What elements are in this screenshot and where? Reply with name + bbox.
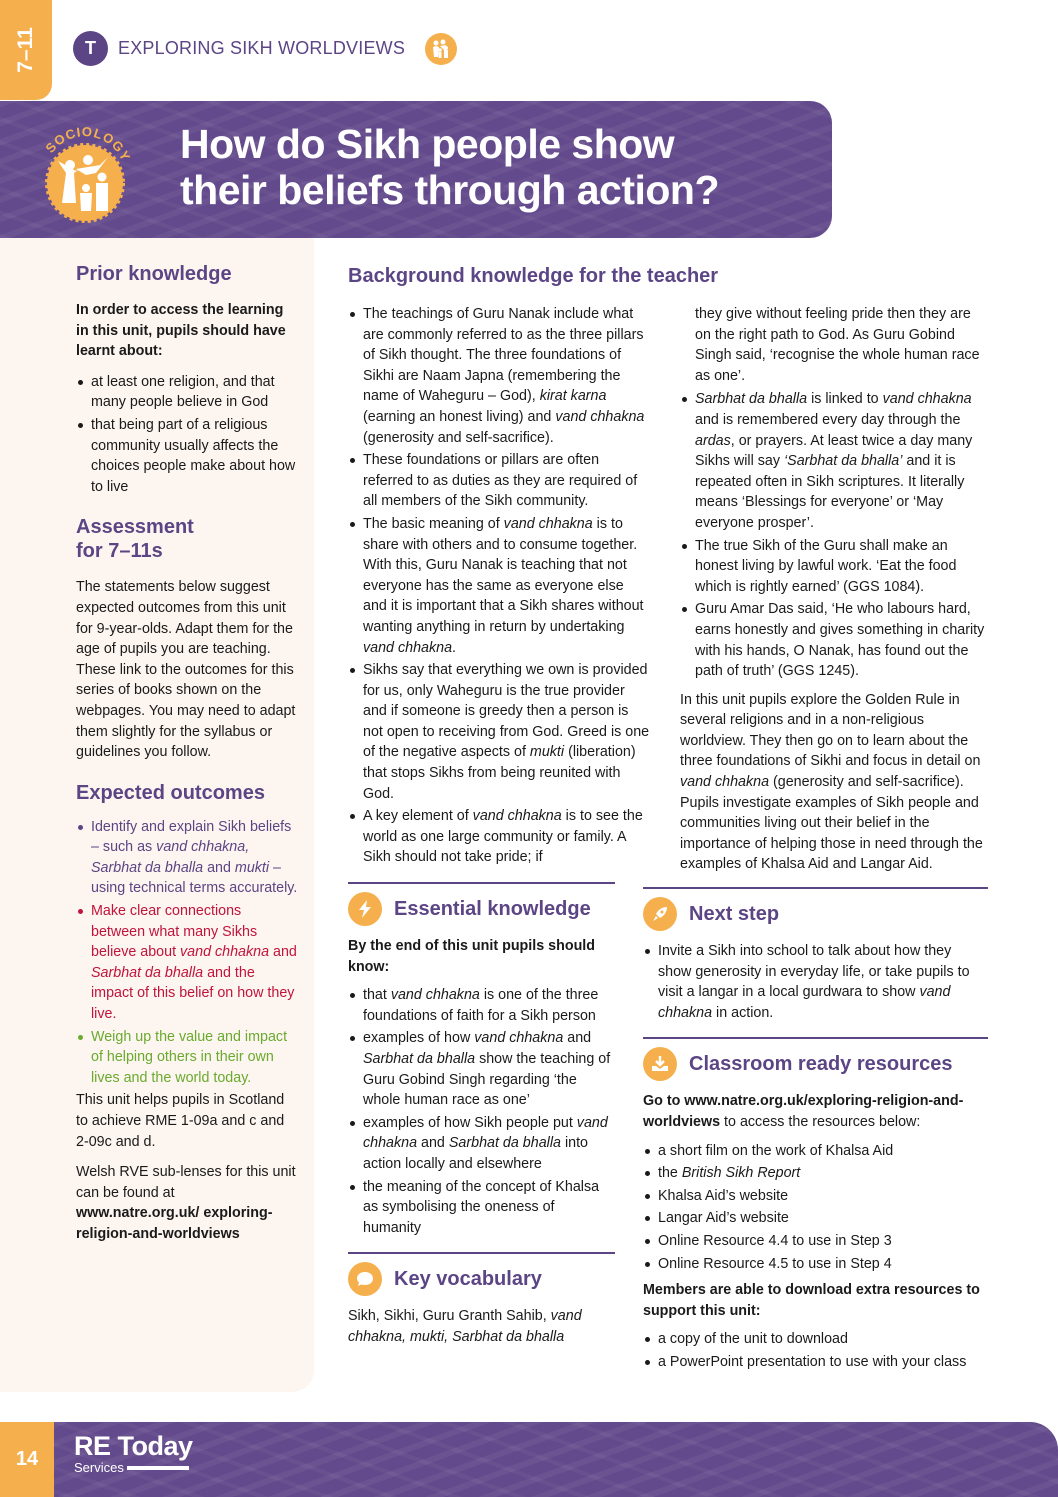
text-run: a short film on the work of Khalsa Aid xyxy=(658,1142,894,1159)
text-run: and xyxy=(417,1135,449,1152)
text-run: the xyxy=(658,1165,682,1182)
essential-knowledge-box xyxy=(348,882,615,1240)
text-run: Make clear connections between what many Sikhs believe about xyxy=(91,903,258,961)
assessment-heading xyxy=(76,515,298,563)
text-run: and the impact of this belief on how they live. xyxy=(91,964,295,1023)
resources-list xyxy=(643,1141,988,1275)
list-item xyxy=(76,901,298,1025)
list-item xyxy=(643,1231,988,1252)
text-run: Invite a Sikh into school to talk about how they show generosity in everyday life, or take pupils to visit a langar in a local gurdwara to show xyxy=(658,943,970,1001)
italic-term: kirat karna xyxy=(539,388,607,405)
list-item xyxy=(643,1186,988,1207)
next-step-list xyxy=(643,941,988,1023)
text-run: is to see the world as one large community or family. A Sikh should not take pride; if xyxy=(363,808,643,866)
family-icon xyxy=(425,33,457,65)
page-title xyxy=(180,121,719,213)
italic-term: vand chhakna, Sarbhat da bhalla xyxy=(91,839,250,876)
text-run: (generosity and self-sacrifice). Pupils investigate examples of Sikh people and communities living out their belief in the importance of helping those in need through the examples of Khalsa Aid and Langar Aid. xyxy=(680,774,983,873)
classroom-resources-heading: Classroom ready resources xyxy=(689,1052,953,1075)
divider xyxy=(643,1037,988,1039)
italic-term: Sarbhat da bhalla xyxy=(363,1051,476,1067)
text-run: is to share with others and to consume together. With this, Guru Nanak is teaching that not everyone has the same as everyone else and it is important that a Sikh shares without wanting anything in return by undertaking xyxy=(363,515,644,635)
text-run: (liberation) that stops Sikhs from being reunited with God. xyxy=(363,744,636,802)
text-run: examples of how Sikh people put xyxy=(363,1114,577,1131)
text-run: The true Sikh of the Guru shall make an honest living by lawful work. ‘Eat the food which is rightly earned’ (GGS 1084). xyxy=(695,537,957,595)
title-banner xyxy=(0,101,832,238)
background-continuation: they give without feeling pride then they are on the right path to God. As Guru Gobind Singh said, ‘recognise the whole human race as one’. xyxy=(695,306,980,384)
background-list-right xyxy=(680,389,988,681)
list-item: a PowerPoint presentation to use with your class xyxy=(643,1352,988,1373)
text-run: Sikhs say that everything we own is provided for us, only Waheguru is the true provider and if someone is greedy then a person is not open to receiving from God. Greed is one of the negative aspects of xyxy=(363,662,650,761)
italic-term: vand chhakna, mukti, Sarbhat da bhalla xyxy=(348,1308,582,1345)
italic-term: vand chhakna xyxy=(180,944,270,961)
next-step-heading: Next step xyxy=(689,902,780,925)
divider xyxy=(348,1252,615,1254)
list-item xyxy=(76,1027,298,1089)
text-run: Identify and explain Sikh beliefs – such as xyxy=(91,818,292,856)
italic-term: vand chhakna xyxy=(503,515,593,532)
resources-intro xyxy=(643,1091,988,1132)
lightning-icon xyxy=(348,892,382,926)
main-left-column xyxy=(348,304,650,1348)
page-title-line-2: their beliefs through action? xyxy=(180,167,720,213)
italic-term: Sarbhat da bhalla xyxy=(91,964,204,981)
sidebar xyxy=(0,238,314,1392)
text-run: and is remembered every day through the xyxy=(695,411,961,428)
background-list-left xyxy=(348,304,650,870)
brand-sub: Services xyxy=(74,1460,124,1475)
list-item: at least one religion, and that many people believe in God xyxy=(76,372,298,413)
italic-term: mukti xyxy=(234,859,270,876)
text-run: and xyxy=(269,944,297,961)
re-today-logo xyxy=(74,1432,193,1475)
rocket-icon xyxy=(643,897,677,931)
list-item xyxy=(643,1208,988,1229)
assessment-heading-line-1: Assessment xyxy=(76,516,194,539)
list-item xyxy=(348,985,615,1026)
teacher-badge xyxy=(73,31,108,66)
text-run: and xyxy=(203,859,235,876)
resources-link[interactable]: www.natre.org.uk/exploring-religion-and-worldviews xyxy=(643,1093,964,1130)
text-run: Weigh up the value and impact of helping others in their own lives and the world today. xyxy=(91,1028,288,1086)
age-range-tab xyxy=(0,0,52,100)
list-item xyxy=(643,1163,988,1184)
next-step-box xyxy=(643,887,988,1025)
text-run: that xyxy=(363,987,391,1004)
divider xyxy=(643,887,988,889)
background-section xyxy=(348,264,988,288)
text-run: The basic meaning of xyxy=(363,515,504,532)
italic-term: British Sikh Report xyxy=(681,1165,801,1182)
list-item xyxy=(348,806,650,868)
classroom-resources-box xyxy=(643,1037,988,1374)
expected-outcomes-list xyxy=(76,817,298,1089)
list-item xyxy=(643,1141,988,1162)
list-item xyxy=(680,536,988,598)
text-run: – using technical terms accurately. xyxy=(91,859,298,897)
age-range-label: 7–11 xyxy=(14,27,37,73)
italic-term: vand chhakna xyxy=(555,408,645,425)
background-right-column xyxy=(643,304,988,875)
text-run: in action. xyxy=(712,1004,774,1021)
list-item xyxy=(680,389,988,533)
italic-term: ‘Sarbhat da bhalla’ xyxy=(783,453,903,470)
italic-term: vand chhakna xyxy=(882,391,972,408)
list-item xyxy=(680,599,988,681)
prior-knowledge-heading: Prior knowledge xyxy=(76,263,232,285)
prior-knowledge-intro: In order to access the learning in this unit, pupils should have learnt about: xyxy=(76,302,286,360)
brand-main: RE Today xyxy=(74,1431,193,1461)
text-run: and it is repeated often in Sikh scriptures. It literally means ‘Blessings for everyone’ or ‘May everyone prosper’. xyxy=(695,453,965,531)
welsh-link[interactable]: www.natre.org.uk/ exploring-religion-and-worldviews xyxy=(76,1205,273,1242)
sociology-badge xyxy=(30,113,140,228)
page-title-line-1: How do Sikh people show xyxy=(180,121,675,167)
italic-term: mukti xyxy=(529,744,565,761)
teacher-badge-letter: T xyxy=(85,38,96,58)
text-run: A key element of xyxy=(363,808,473,825)
italic-term: vand chhakna xyxy=(363,639,453,656)
text-run: examples of how xyxy=(363,1030,475,1047)
text-run: and xyxy=(563,1030,592,1047)
text-run: These foundations or pillars are often referred to as duties as they are required of all members of the Sikh community. xyxy=(363,452,638,510)
speech-bubble-icon xyxy=(348,1262,382,1296)
text-run: , or prayers. At least twice a day many Sikhs will say xyxy=(695,432,973,470)
text-run: . xyxy=(452,639,457,656)
list-item xyxy=(348,304,650,448)
text-run: (earning an honest living) and xyxy=(363,408,556,425)
list-item xyxy=(348,1113,615,1175)
text-run: Sikh, Sikhi, Guru Granth Sahib, xyxy=(348,1308,551,1325)
text-run: Online Resource 4.5 to use in Step 4 xyxy=(658,1255,892,1272)
text-run: show the teaching of Guru Gobind Singh regarding ‘the whole human race as one’ xyxy=(363,1051,611,1109)
sociology-label: SOCIOLOGY xyxy=(42,123,134,164)
text-run: the meaning of the concept of Khalsa as symbolising the oneness of humanity xyxy=(363,1178,600,1236)
assessment-text: The statements below suggest expected outcomes from this unit for 9-year-olds. Adapt them for the age of pupils you are teaching. These link to the outcomes for this series of books shown on the webpages. You may need to adapt them slightly for the syllabus or guidelines you follow. xyxy=(76,579,296,761)
list-item: that being part of a religious community usually affects the choices people make about how to live xyxy=(76,415,298,497)
key-vocabulary-heading: Key vocabulary xyxy=(394,1267,542,1290)
list-item xyxy=(348,1177,615,1239)
assessment-heading-line-2: for 7–11s xyxy=(76,540,163,563)
sociology-lens-icon xyxy=(30,113,140,228)
list-item xyxy=(348,450,650,512)
italic-term: vand chhakna xyxy=(680,774,770,791)
background-summary xyxy=(680,690,988,875)
list-item xyxy=(348,660,650,804)
italic-term: vand chhakna xyxy=(390,987,480,1004)
essential-knowledge-heading: Essential knowledge xyxy=(394,897,591,920)
italic-term: ardas xyxy=(695,432,731,449)
italic-term: Sarbhat da bhalla xyxy=(695,391,808,408)
italic-term: Sarbhat da bhalla xyxy=(448,1135,561,1152)
resources-intro-suffix: to access the resources below: xyxy=(720,1114,921,1130)
essential-knowledge-list xyxy=(348,985,615,1238)
text-run: In this unit pupils explore the Golden Rule in several religions and in a non-religious worldview. They then go on to learn about the three foundations of Sikhi and focus in detail on xyxy=(680,691,981,770)
members-list xyxy=(643,1329,988,1372)
text-run: (generosity and self-sacrifice). xyxy=(363,429,554,446)
key-vocabulary-box xyxy=(348,1252,615,1347)
italic-term: vand chhakna xyxy=(658,984,951,1021)
text-run: Online Resource 4.4 to use in Step 3 xyxy=(658,1232,892,1249)
list-item xyxy=(76,817,298,899)
text-run: Khalsa Aid’s website xyxy=(658,1187,789,1204)
download-icon xyxy=(643,1047,677,1081)
list-item xyxy=(348,1028,615,1110)
essential-knowledge-intro: By the end of this unit pupils should know: xyxy=(348,938,596,975)
logo-underline xyxy=(127,1466,189,1470)
background-heading: Background knowledge for the teacher xyxy=(348,265,719,287)
text-run: into action locally and elsewhere xyxy=(363,1135,588,1172)
series-header xyxy=(73,31,457,66)
members-note: Members are able to download extra resources to support this unit: xyxy=(643,1282,980,1319)
text-run: The teachings of Guru Nanak include what are commonly referred to as the three pillars of Sikh thought. The three foundations of Sikhi are Naam Japna (remembering the name of Waheguru – God), xyxy=(363,306,644,405)
resources-intro-prefix: Go to xyxy=(643,1093,685,1110)
italic-term: vand chhakna xyxy=(472,808,562,825)
list-item xyxy=(643,941,988,1023)
text-run: is one of the three foundations of faith for a Sikh person xyxy=(363,987,599,1024)
footer xyxy=(0,1422,1058,1497)
text-run: Guru Amar Das said, ‘He who labours hard, earns honestly and gives something in charity with his hands, O Nanak, has found out the path of truth’ (GGS 1245). xyxy=(695,601,985,680)
list-item xyxy=(348,514,650,658)
series-title: EXPLORING SIKH WORLDVIEWS xyxy=(118,38,406,58)
text-run: is linked to xyxy=(807,391,883,408)
scotland-note: This unit helps pupils in Scotland to achieve RME 1-09a and c and 2-09c and d. xyxy=(76,1092,285,1150)
key-vocabulary-terms xyxy=(348,1306,615,1347)
italic-term: vand chhakna xyxy=(474,1030,564,1047)
list-item xyxy=(643,1254,988,1275)
welsh-note: Welsh RVE sub-lenses for this unit can be found at xyxy=(76,1164,296,1201)
prior-knowledge-list xyxy=(76,372,298,498)
list-item: a copy of the unit to download xyxy=(643,1329,988,1350)
expected-outcomes-heading: Expected outcomes xyxy=(76,781,265,804)
text-run: Langar Aid’s website xyxy=(658,1210,789,1227)
main-right-column xyxy=(643,304,988,1375)
page-number: 14 xyxy=(0,1422,54,1497)
divider xyxy=(348,882,615,884)
italic-term: vand chhakna xyxy=(363,1114,608,1152)
